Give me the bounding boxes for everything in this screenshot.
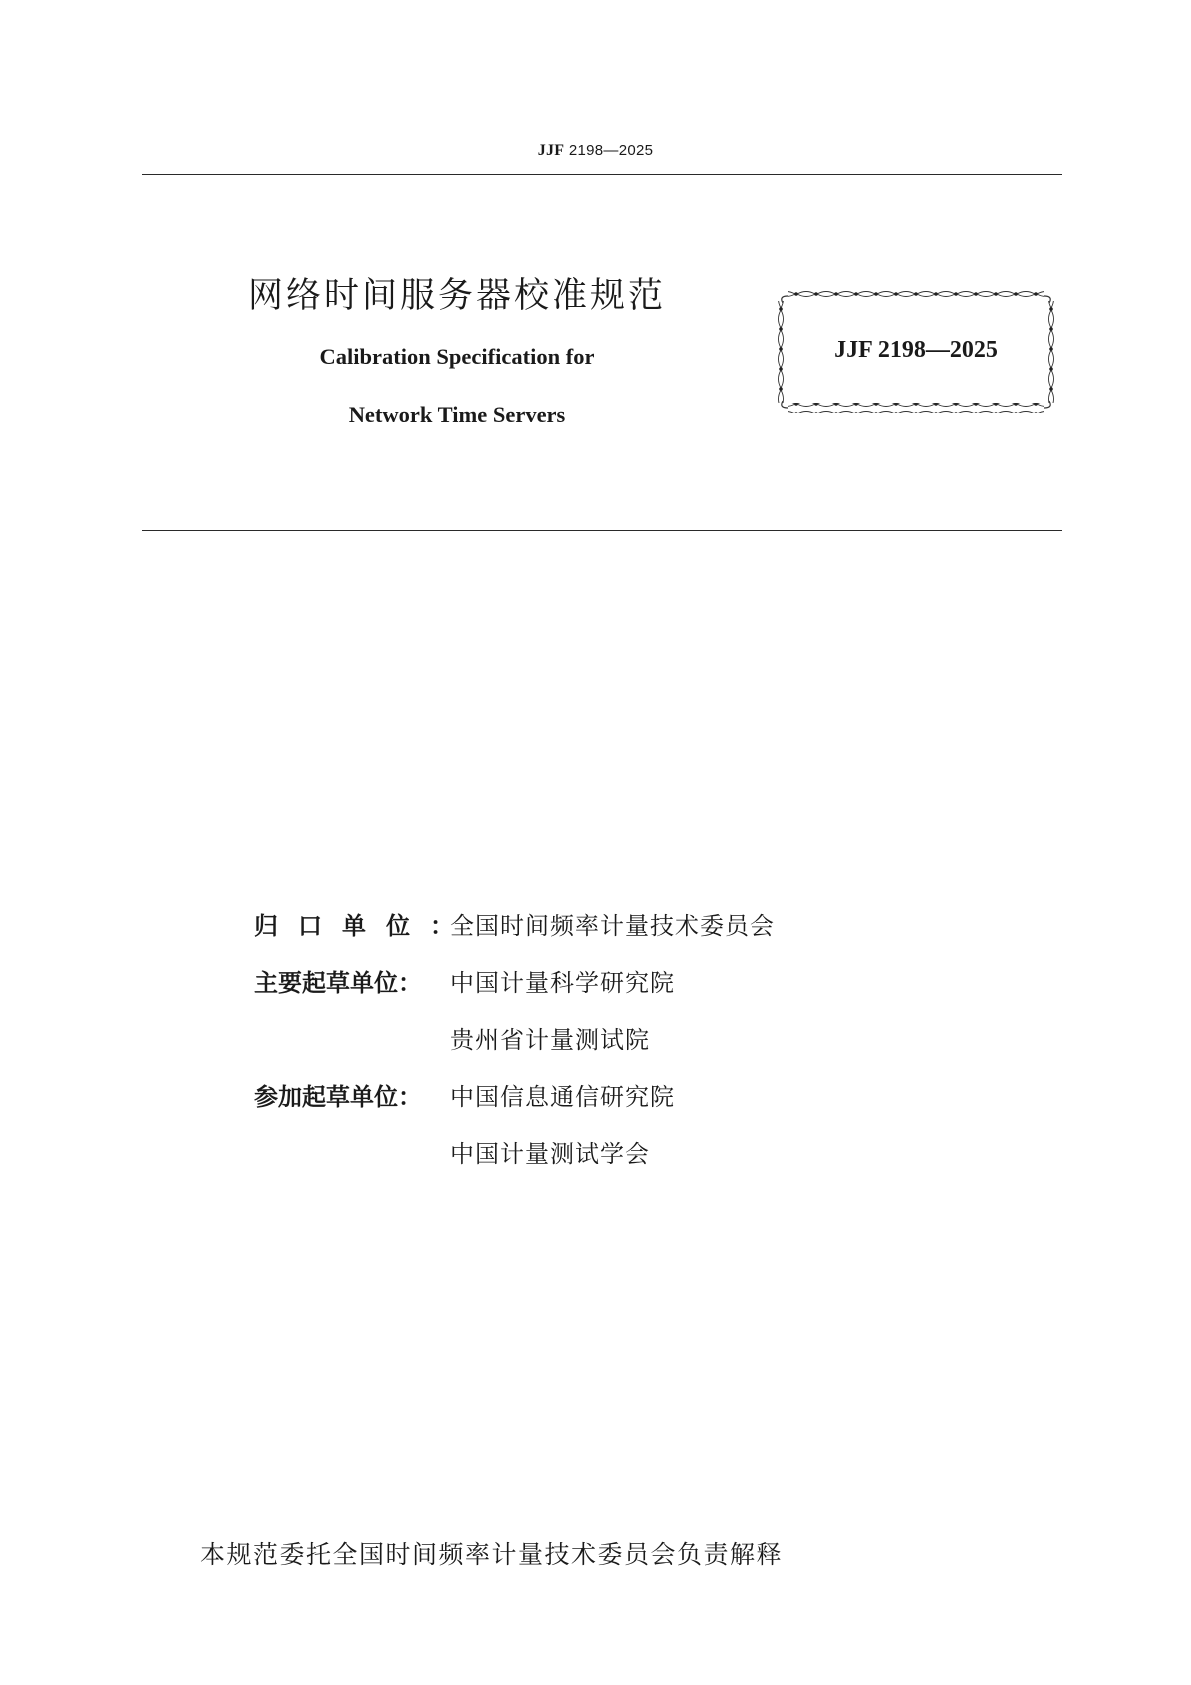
responsible-unit-label: 归口单位：: [254, 912, 474, 940]
main-drafting-unit-label: 主要起草单位：: [254, 969, 422, 997]
main-drafting-unit-row: [254, 1020, 775, 1077]
document-title-english-line2: Network Time Servers: [348, 402, 566, 427]
document-title-english-line1: Calibration Specification for: [319, 344, 595, 369]
main-drafting-unit-value: 中国计量科学研究院: [450, 969, 675, 997]
responsible-unit-value: 全国时间频率计量技术委员会: [450, 912, 775, 940]
participating-unit-label: 参加起草单位：: [254, 1083, 422, 1111]
responsible-unit-row: [254, 906, 775, 963]
drafting-units-block: [254, 906, 775, 1191]
top-divider: [142, 174, 1062, 175]
participating-unit-value: 中国信息通信研究院: [450, 1083, 675, 1111]
header-code-number: 2198—2025: [568, 142, 654, 159]
participating-unit-row: [254, 1077, 775, 1134]
interpretation-note: 本规范委托全国时间频率计量技术委员会负责解释: [200, 1540, 784, 1569]
main-drafting-unit-row: [254, 963, 775, 1020]
standard-code-stamp: [776, 289, 1056, 415]
participating-unit-row: [254, 1134, 775, 1191]
title-bottom-divider: [142, 530, 1062, 531]
main-drafting-unit-value: 贵州省计量测试院: [450, 1026, 650, 1054]
header-standard-code: [0, 142, 1191, 160]
participating-unit-value: 中国计量测试学会: [450, 1140, 650, 1168]
header-code-prefix: JJF: [537, 142, 565, 159]
stamp-code-text: JJF 2198—2025: [834, 336, 998, 363]
document-title-chinese: 网络时间服务器校准规范: [247, 276, 666, 316]
